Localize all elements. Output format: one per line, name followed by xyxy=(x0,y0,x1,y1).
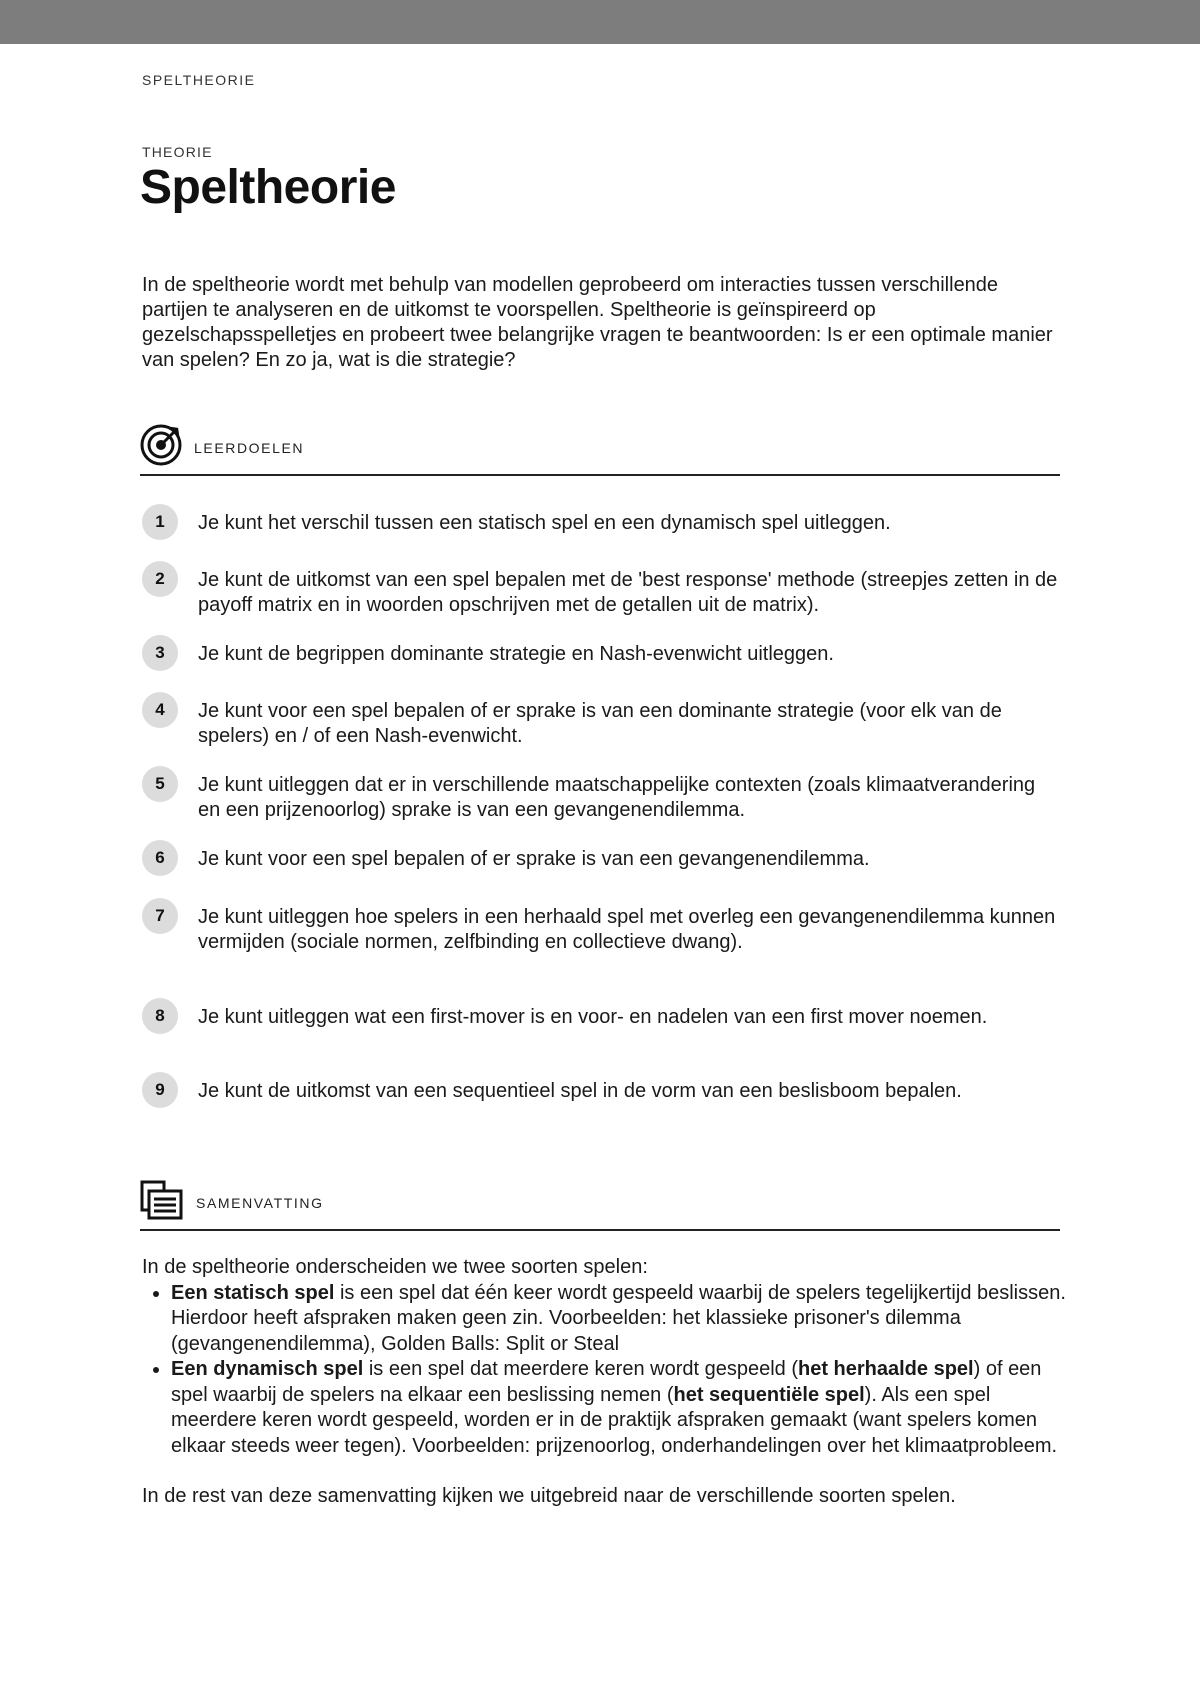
top-bar xyxy=(0,0,1200,44)
summary-body xyxy=(142,1255,1072,1510)
term-static-game: Een statisch spel xyxy=(171,1281,335,1304)
goal-text: Je kunt uitleggen dat er in verschillende maatschappelijke contexten (zoals klimaatverandering en een prijzenoorlog) sprake is van een gevangenendilemma. xyxy=(198,774,1036,821)
learning-goals-header xyxy=(140,424,304,471)
running-header: SPELTHEORIE xyxy=(142,72,256,88)
term-repeated-game: het herhaalde spel xyxy=(797,1358,974,1380)
summary-closing: In de rest van deze samenvatting kijken we uitgebreid naar de verschillende soorten spelen. xyxy=(142,1485,956,1507)
summary-bullet-dynamic xyxy=(171,1357,1072,1459)
goal-text: Je kunt de uitkomst van een sequentieel spel in de vorm van een beslisboom bepalen. xyxy=(198,1080,962,1102)
goal-text: Je kunt het verschil tussen een statisch spel en een dynamisch spel uitleggen. xyxy=(198,512,891,534)
goal-number: 7 xyxy=(142,898,178,934)
goal-text: Je kunt de begrippen dominante strategie en Nash-evenwicht uitleggen. xyxy=(198,643,834,665)
target-icon xyxy=(140,424,182,471)
goal-number: 5 xyxy=(142,766,178,802)
learning-goal-item xyxy=(142,568,1062,618)
summary-intro: In de speltheorie onderscheiden we twee soorten spelen: xyxy=(142,1256,648,1278)
goal-number: 9 xyxy=(142,1072,178,1108)
learning-goal-item xyxy=(142,773,1062,823)
section-eyebrow: THEORIE xyxy=(142,144,213,160)
goal-number: 8 xyxy=(142,998,178,1034)
learning-goal-item xyxy=(142,699,1062,749)
goal-number: 6 xyxy=(142,840,178,876)
goal-text: Je kunt uitleggen wat een first-mover is en voor- en nadelen van een first mover noemen. xyxy=(198,1006,988,1028)
learning-goal-item xyxy=(142,511,1062,540)
learning-goal-item xyxy=(142,847,1062,876)
summary-bullet-static xyxy=(171,1281,1072,1358)
learning-goal-item xyxy=(142,905,1062,955)
bullet-text: ) of een spel waarbij de spelers na elkaar een beslissing nemen ( xyxy=(171,1358,1042,1406)
learning-goals-label: LEERDOELEN xyxy=(194,439,305,456)
bullet-text: is een spel dat meerdere keren wordt gespeeld ( xyxy=(363,1358,798,1380)
goal-number: 1 xyxy=(142,504,178,540)
summary-list xyxy=(142,1281,1072,1460)
term-dynamic-game: Een dynamisch spel xyxy=(171,1358,364,1380)
summary-label: SAMENVATTING xyxy=(196,1194,324,1211)
page-title: Speltheorie xyxy=(140,161,396,214)
goal-text: Je kunt uitleggen hoe spelers in een herhaald spel met overleg een gevangenendilemma kunnen vermijden (sociale normen, zelfbinding en collectieve dwang). xyxy=(198,906,1056,953)
learning-goals-divider xyxy=(140,474,1060,476)
learning-goal-item xyxy=(142,642,1062,671)
summary-icon xyxy=(140,1179,184,1226)
bullet-text: ). Als een spel meerdere keren wordt gespeeld, worden er in de praktijk afspraken gemaakt (want spelers komen elkaar steeds weer tegen). Voorbeelden: prijzenoorlog, onderhandelingen over het klimaatprobleem. xyxy=(171,1383,1058,1457)
goal-number: 2 xyxy=(142,561,178,597)
goal-number: 4 xyxy=(142,692,178,728)
goal-text: Je kunt de uitkomst van een spel bepalen met de 'best response' methode (streepjes zetten in de payoff matrix en in woorden opschrijven met de getallen uit de matrix). xyxy=(198,569,1058,616)
term-sequential-game: het sequentiële spel xyxy=(673,1383,865,1406)
learning-goal-item xyxy=(142,1005,1062,1034)
goal-number: 3 xyxy=(142,635,178,671)
goal-text: Je kunt voor een spel bepalen of er sprake is van een dominante strategie (voor elk van de spelers) en / of een Nash-evenwicht. xyxy=(198,700,1002,747)
summary-header xyxy=(140,1179,324,1226)
bullet-text: is een spel dat één keer wordt gespeeld waarbij de spelers tegelijkertijd beslissen. Hierdoor heeft afspraken maken geen zin. Voorbeelden: het klassieke prisoner's dilemma (gevangenendilemma), Golden Balls: Split or Steal xyxy=(171,1281,1066,1355)
learning-goal-item xyxy=(142,1079,1062,1108)
goal-text: Je kunt voor een spel bepalen of er sprake is van een gevangenendilemma. xyxy=(198,848,870,870)
summary-divider xyxy=(140,1229,1060,1231)
intro-paragraph: In de speltheorie wordt met behulp van modellen geprobeerd om interacties tussen verschillende partijen te analyseren en de uitkomst te voorspellen. Speltheorie is geïnspireerd op gezelschapsspelletjes en probeert twee belangrijke vragen te beantwoorden: Is er een optimale manier van spelen? En zo ja, wat is die strategie? xyxy=(142,274,1053,371)
